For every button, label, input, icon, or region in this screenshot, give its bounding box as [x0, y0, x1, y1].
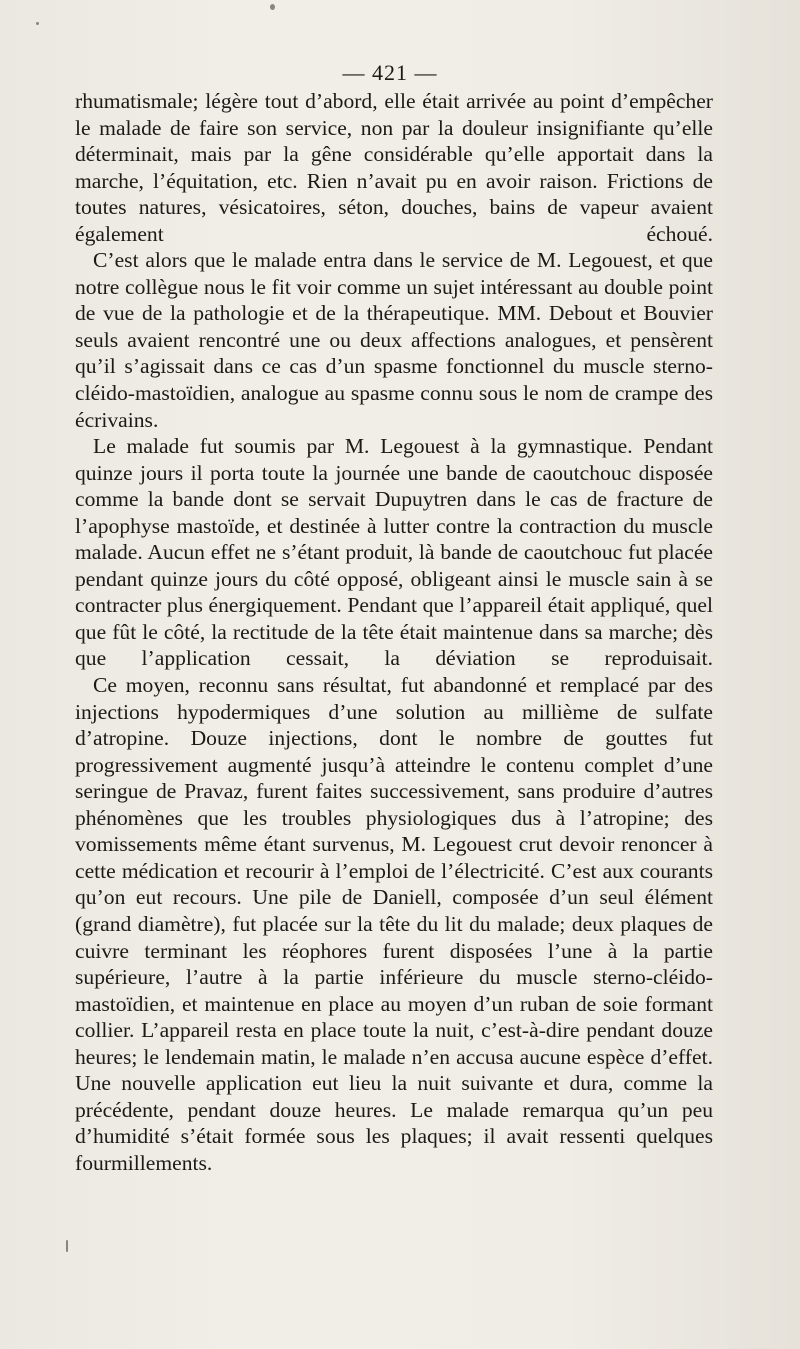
paragraph-4: Ce moyen, reconnu sans résultat, fut abandonné et remplacé par des injections hypodermiques d’une solution au millième de sulfate d’atropine. Douze injections, dont le nombre de gouttes fut progressivement augmenté jusqu’à atteindre le contenu complet d’une seringue de Pravaz, furent faites successivement, sans produire d’autres phénomènes que les troubles physiologiques dus à l’atropine; des vomissements même étant survenus, M. Legouest crut devoir renoncer à cette médication et recourir à l’emploi de l’électricité. C’est aux courants qu’on eut recours. Une pile de Daniell, composée d’un seul élément (grand diamètre), fut placée sur la tête du lit du malade; deux plaques de cuivre terminant les réophores furent disposées l’une à la partie supérieure, l’autre à la partie inférieure du muscle sterno-cléido-mastoïdien, et maintenue en place au moyen d’un ruban de soie formant collier. L’appareil resta en place toute la nuit, c’est-à-dire pendant douze heures; le lendemain matin, le malade n’en accusa aucune espèce d’effet. Une nouvelle application eut lieu la nuit suivante et dura, comme la précédente, pendant douze heures. Le malade remarqua qu’un peu d’humidité s’était formée sous les plaques; il avait ressenti quelques fourmillements. — [75, 673, 713, 1175]
paragraph-3: Le malade fut soumis par M. Legouest à la gymnastique. Pendant quinze jours il porta toute la journée une bande de caoutchouc disposée comme la bande dont se servait Dupuytren dans le cas de fracture de l’apophyse mastoïde, et destinée à lutter contre la contraction du muscle malade. Aucun effet ne s’étant produit, là bande de caoutchouc fut placée pendant quinze jours du côté opposé, obligeant ainsi le muscle sain à se contracter plus énergiquement. Pendant que l’appareil était appliqué, quel que fût le côté, la rectitude de la tête était maintenue dans sa marche; dès que l’application cessait, la déviation se reproduisait. — [75, 434, 713, 671]
paper-speck — [270, 4, 275, 10]
paper-speck — [66, 1240, 68, 1252]
page-number: — 421 — — [342, 60, 438, 85]
paragraph-1: rhumatismale; légère tout d’abord, elle était arrivée au point d’empêcher le malade de faire son service, non par la douleur insignifiante qu’elle déterminait, mais par la gêne considérable qu’elle apportait dans la marche, l’équitation, etc. Rien n’avait pu en avoir raison. Frictions de toutes natures, vésicatoires, séton, douches, bains de vapeur avaient également échoué. — [75, 89, 713, 246]
body-text — [75, 88, 713, 1176]
paragraph-2: C’est alors que le malade entra dans le service de M. Legouest, et que notre collègue nous le fit voir comme un sujet intéressant au double point de vue de la pathologie et de la thérapeutique. MM. Debout et Bouvier seuls avaient rencontré une ou deux affections analogues, et pensèrent qu’il s’agissait dans ce cas d’un spasme fonctionnel du muscle sterno-cléido-mastoïdien, analogue au spasme connu sous le nom de crampe des écrivains. — [75, 248, 713, 432]
paper-speck — [36, 22, 39, 25]
